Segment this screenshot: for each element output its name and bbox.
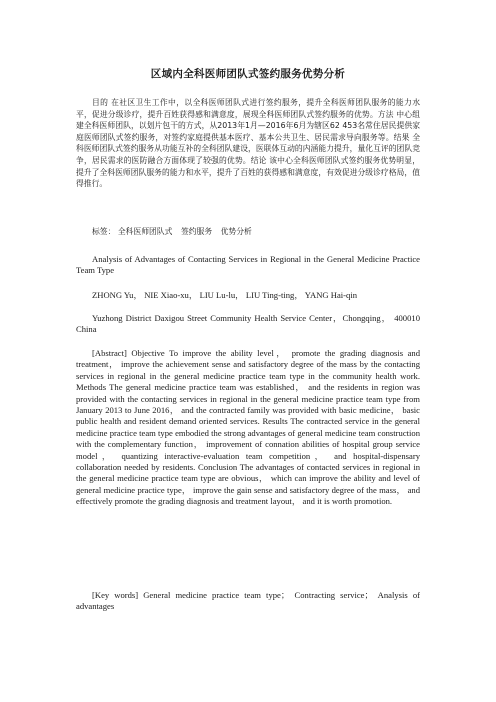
keywords-cn <box>76 226 420 238</box>
keywords-en: [Key words] General medicine practice team type； Contracting service； Analysis of advantages <box>76 590 420 612</box>
abstract-en: [Abstract] Objective To improve the ability level， promote the grading diagnosis and treatment， improve the achievement sense and satisfactory degree of the mass by the contacting services in regional in the general medicine practice team type in the community health work. Methods The general medicine practice team was established， and the residents in region was provided with the contacting services in regional in the general medicine practice team type from January 2013 to June 2016， and the contracted family was provided with basic medicine， basic public health and resident demand oriented services. Results The contracted service in the general medicine practice team type embodied the strong advantages of general medicine team construction with the complementary function， improvement of connation abilities of hospital group service model， quantizing interactive-evaluation team competition， and hospital-dispensary collaboration needed by residents. Conclusion The advantages of contacted services in regional in the general medicine practice team type are obvious， which can improve the ability and level of general medicine practice type， improve the gain sense and satisfactory degree of the mass， and effectively promote the grading diagnosis and treatment layout， and it is worth promotion. <box>76 348 420 507</box>
author-list: ZHONG Yu， NIE Xiao-xu， LIU Lu-lu， LIU Ting-ting， YANG Hai-qin <box>92 290 358 300</box>
keywords-cn-label: 标签： <box>92 227 116 236</box>
keyword-item: 优势分析 <box>220 227 252 236</box>
keyword-item: 签约服务 <box>180 227 213 236</box>
author-affiliation: Yuzhong District Daxigou Street Community Health Service Center，Chongqing， 400010 China <box>76 313 420 335</box>
abstract-cn: 目的 在社区卫生工作中，以全科医师团队式进行签约服务，提升全科医师团队服务的能力水平，促进分级诊疗，提升百姓获得感和满意度，展现全科医师团队式签约服务的优势。方法 中心组建全科医师团队，以划片包干的方式，从2013年1月—2016年6月为辖区62 453名常住居民提供家庭医师团队式签约服务，对签约家庭提供基本医疗、基本公共卫生、居民需求导向服务等。结果 全科医师团队式签约服务从功能互补的全科团队建设，医联体互动的内涵能力提升，量化互评的团队竞争，居民需求的医防融合方面体现了较强的优势。结论 该中心全科医师团队式签约服务优势明显，提升了全科医师团队服务的能力和水平，提升了百姓的获得感和满意度，有效促进分级诊疗格局，值得推行。 <box>76 98 420 189</box>
paper-title: 区域内全科医师团队式签约服务优势分析 <box>150 68 346 80</box>
keyword-item: 全科医师团队式 <box>117 227 173 236</box>
paper-title-en: Analysis of Advantages of Contacting Services in Regional in the General Medicine Practice Team Type <box>76 254 420 276</box>
